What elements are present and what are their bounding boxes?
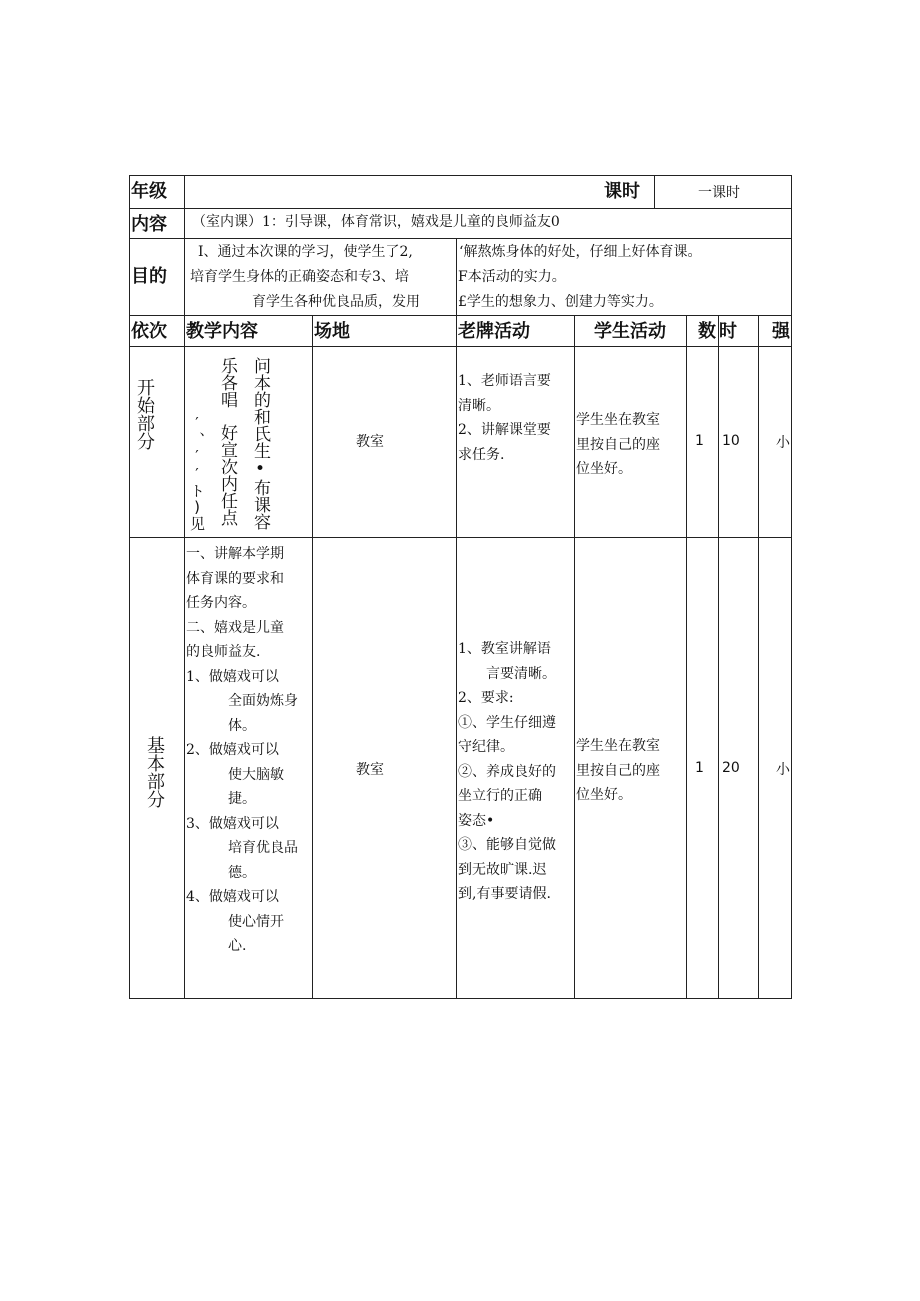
basic-content-line: 体。	[228, 717, 256, 734]
basic-content-line: 使大脑敏	[228, 766, 284, 783]
col-divider-venue	[456, 238, 457, 999]
basic-content-line: 的良师益友.	[186, 644, 261, 660]
start-intensity: 小	[776, 435, 790, 451]
purpose-line3-right: £学生的想象力、创建力等实力。	[458, 294, 663, 310]
grade-label: 年级	[131, 181, 167, 202]
col-divider-teacher	[574, 315, 575, 999]
col-divider-period	[654, 175, 655, 209]
start-count: 1	[695, 433, 704, 449]
col-divider-count	[718, 315, 719, 999]
start-student-activity	[576, 408, 660, 482]
row-divider-start	[129, 537, 792, 538]
col-header-time: 时	[719, 321, 737, 342]
basic-content-line: 4、做嬉戏可以	[186, 889, 279, 905]
basic-teacher-line: 言要清晰。	[486, 665, 556, 682]
start-teacher-line: 清晰。	[458, 397, 500, 414]
basic-content-line: 一、讲解本学期	[186, 546, 284, 562]
col-header-teacher-activity: 老牌活动	[458, 321, 530, 342]
col-divider-time	[758, 315, 759, 999]
basic-teacher-line: 到,有事要请假.	[458, 886, 551, 902]
basic-intensity: 小	[776, 762, 790, 778]
basic-content-line: 使心情开	[228, 913, 284, 930]
basic-teacher-line: 1、教室讲解语	[458, 641, 551, 657]
row-divider-content	[129, 238, 792, 239]
purpose-line2-left: 培育学生身体的正确姿态和专3、培	[190, 269, 409, 285]
table-border-right	[791, 175, 792, 999]
row-divider-header	[129, 208, 792, 209]
content-label: 内容	[131, 214, 167, 235]
basic-teacher-line: 2、要求:	[458, 690, 514, 706]
start-content-col1b: 好宣次内任点	[217, 424, 237, 526]
start-content-col3: ′、′′ト)见	[188, 414, 206, 531]
start-content-col1: 乐各唱	[217, 357, 237, 408]
col-header-venue: 场地	[314, 321, 350, 342]
purpose-line2-right: F本活动的实力。	[458, 269, 566, 285]
basic-student-activity	[576, 734, 660, 808]
table-border-left	[129, 175, 130, 999]
col-header-teaching-content: 教学内容	[186, 321, 258, 342]
basic-content-line: 全面妫炼身	[228, 693, 298, 709]
basic-content-line: 心.	[228, 938, 247, 954]
basic-content-line: 任务内容。	[186, 595, 256, 611]
table-border-bottom	[129, 998, 792, 999]
purpose-line3-left: 育学生各种优良品质，发用	[252, 294, 420, 310]
basic-count: 1	[695, 760, 704, 776]
basic-content-line: 体育课的要求和	[186, 570, 284, 587]
row-divider-columns	[129, 346, 792, 347]
col-divider-purpose-label	[184, 238, 185, 316]
col-header-count: 数	[698, 321, 716, 342]
start-section-label: 开始部分	[134, 378, 155, 450]
basic-student-line: 里按自己的座	[576, 762, 660, 779]
col-divider-content-label	[184, 208, 185, 239]
table-border-top	[129, 175, 792, 176]
basic-content	[186, 542, 298, 959]
start-teacher-line: 1、老师语言要	[458, 373, 551, 389]
basic-teacher-line: 守纪律。	[458, 739, 514, 755]
start-teacher-line: 2、讲解课堂要	[458, 422, 551, 438]
period-label: 课时	[604, 181, 640, 202]
basic-content-line: 二、嬉戏是儿童	[186, 619, 284, 636]
basic-content-line: 捷。	[228, 791, 256, 807]
basic-teacher-line: ②、养成良好的	[458, 763, 556, 780]
basic-teacher-line: ③、能够自觉做	[458, 837, 556, 853]
period-value: 一课时	[698, 185, 740, 201]
purpose-line1-left: Ⅰ、通过本次课的学习，使学生了2,	[198, 244, 413, 260]
content-text: （室内课）1：引导课，体育常识，嬉戏是儿童的良师益友0	[192, 214, 560, 230]
col-divider-order	[184, 315, 185, 999]
basic-teacher-line: ①、学生仔细遵	[458, 714, 556, 731]
col-header-student-activity: 学生活动	[594, 321, 666, 342]
basic-teacher-line: 到无故旷课.迟	[458, 861, 547, 878]
start-student-line: 里按自己的座	[576, 436, 660, 453]
basic-section-label: 基本部分	[144, 736, 165, 808]
basic-content-line: 培育优良品	[228, 840, 298, 856]
start-venue: 教室	[356, 434, 384, 450]
basic-content-line: 3、做嬉戏可以	[186, 815, 279, 832]
col-divider-grade	[184, 175, 185, 209]
start-content-col2: 问本的和氏生•布课容	[250, 357, 270, 530]
basic-content-line: 2、做嬉戏可以	[186, 742, 279, 758]
col-header-order: 依次	[131, 321, 167, 342]
col-header-intensity: 强	[772, 321, 790, 342]
basic-teacher-activity	[458, 637, 556, 907]
basic-venue: 教室	[356, 762, 384, 778]
basic-teacher-line: 坐立行的正确	[458, 788, 542, 804]
basic-student-line: 位坐好。	[576, 787, 632, 803]
basic-content-line: 1、做嬉戏可以	[186, 668, 279, 685]
col-divider-content	[312, 315, 313, 999]
basic-teacher-line: 姿态•	[458, 812, 495, 829]
row-divider-purpose	[129, 315, 792, 316]
start-time: 10	[722, 433, 740, 449]
start-student-line: 位坐好。	[576, 461, 632, 477]
col-divider-student	[686, 315, 687, 999]
basic-time: 20	[722, 760, 740, 776]
basic-student-line: 学生坐在教室	[576, 738, 660, 754]
start-student-line: 学生坐在教室	[576, 412, 660, 428]
basic-content-line: 德。	[228, 864, 256, 881]
start-teacher-line: 求任务.	[458, 446, 505, 463]
purpose-label: 目的	[131, 266, 167, 287]
purpose-line1-right: ‘解熬炼身体的好处，仔细上好体育课。	[459, 244, 702, 260]
start-teacher-activity	[458, 369, 551, 467]
